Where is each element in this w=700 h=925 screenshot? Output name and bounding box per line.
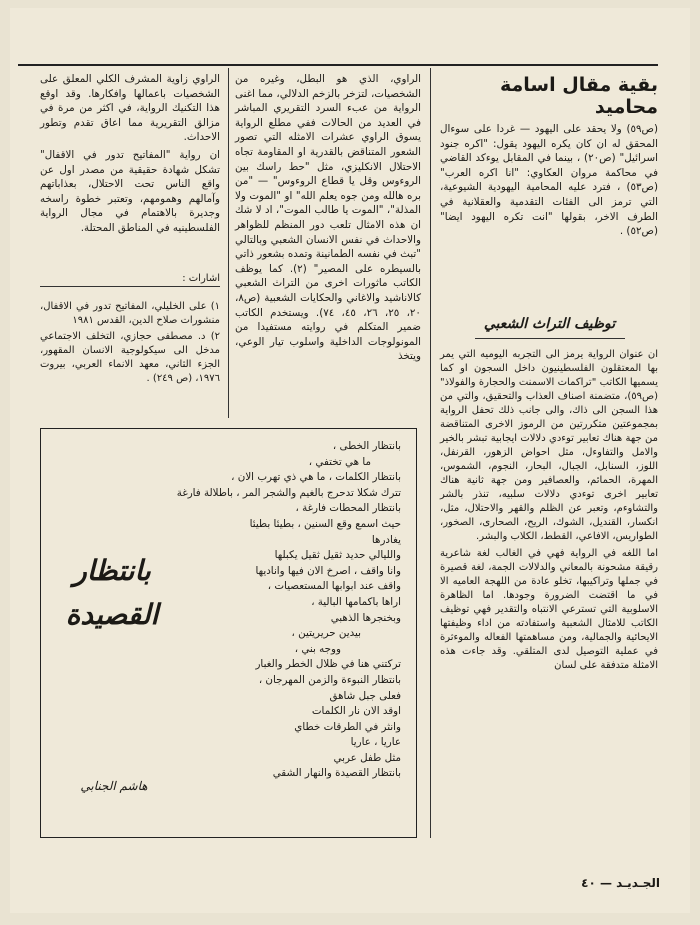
right-column-divider (430, 68, 431, 838)
poem-line: يغادرها (371, 533, 401, 546)
left-column (40, 72, 220, 239)
section-title: توظيف التراث الشعبي (483, 316, 616, 332)
references-block (40, 272, 220, 388)
right-column-top (440, 122, 658, 242)
references-heading: اشارات : (182, 273, 220, 284)
middle-column (235, 72, 421, 367)
top-rule (18, 64, 658, 66)
poem-line: عاريا ، عاريا (350, 736, 401, 749)
poem-line: فعلى جبل شاهق (329, 689, 401, 702)
right-paragraph-2: اما اللغه في الرواية فهي في الغالب لغة شاعرية رقيقة مشحونة بالمعاني والدلالات الجمة، لغة قصيرة في جملها وتراكيبها، تخلو عادة من اللهجة العاميه الا في ما اقتضت الضرورة وجودها. اما الظاهرة الاسلوبية التي تسترعي الانتباه والتقدير فهي توظيف الكاتب للامثال الشعبية واستفادته من اداء وظيفتها الايحائية والجمالية، ومن مساهمتها الفعاله والموءثرة في عملية التوصيل لدى المتلقي. وقد جاءت هذه الامثلة متدفقة على لسان (440, 548, 658, 671)
poem-line: اوقد الان نار الكلمات (311, 705, 401, 718)
poem-line: بانتظار الكلمات ، ما هي ذي تهرب الان ، (231, 471, 401, 484)
poem-title: بانتظار القصيدة (65, 554, 159, 631)
poem-line: بيدين حريريتين ، (291, 627, 361, 640)
poem-line: بانتظار القصيدة والنهار الشقي (272, 767, 401, 780)
reference-item: ١) على الخليلي، المفاتيح تدور في الاقفال، منشورات صلاح الدين، القدس ١٩٨١ (40, 301, 220, 326)
section-underline (475, 338, 625, 339)
right-column-bottom (440, 348, 658, 676)
poem-line: بانتظار النبوءة والزمن المهرجان ، (258, 673, 401, 686)
middle-paragraph: الراوي، الذي هو البطل، وغيره من الشخصيات، لتزخر بالزخم الدلالي، مما اغنى الرواية من عبء السرد التقريري المباشر في العديد من الحالات ففي مطلع الرواية يسوق الراوي عشرات الامثله التي تصور الشعور المتناقض بالقدرية او المقاومة تجاه الاحتلال الانكليزي، مثل "حط راسك بين الروءوس وقل يا قطاع الروءوس" — "من بره هالله ومن جوه يعلم الله" او "الموت ولا المذلة"، "الموت يا طالب الموت"، اد لا شك ان هذه الامثال تلعب دور المنظم للظواهر والاحداث في نفس الانسان الشعبي وبالتالي "تبث في نفسه الطمانينة وتمده بشعور ذاتي بالسيطره على المصير" (٢). كما يوظف الكاتب ماثورات اخرى من التراث الشعبي كالاناشيد والاغاني والحكايات الشعبية (ص٨، ٢٠، ٢٥، ٢٦، ٤٥، ٧٤). ويستخدم الكاتب ضمير المتكلم في روايته مستفيدا من المونولوجات الداخلية واسلوب تيار الوعي، ويتخذ (235, 73, 421, 363)
poem-line: وانا واقف ، اصرخ الان فيها واناديها (255, 564, 401, 577)
poet-name: هاشم الجنابي (80, 779, 148, 793)
poem-line: ووجه بني ، (294, 642, 341, 655)
poem-line: وبخنجرها الذهبي (330, 611, 401, 624)
poem-text (176, 439, 401, 782)
poem-line: بانتظار المحطات فارغة ، (295, 502, 401, 515)
poem-line: حيث اسمع وقع السنين ، بطيئا بطيئا (249, 517, 401, 530)
right-paragraph-1: ان عنوان الرواية يرمز الى التجربه اليوميه التي يمر بها المعتقلون الفلسطينيون داخل السجون او كما يسميها الكاتب "تراكمات الاسمنت والحجارة والفولاذ" (ص٥٩)، متضمنة اصناف العذاب والتحقيق، والتي من هذا السجن الى ذاك، والى جانب ذلك تحفل الرواية بمجموعتين متكررتين من الرموز الاخرى المتناقضة من جهة هناك تعابير توءدي دلالات ايجابية تبشر بالخير والامل والتفاوءل، مثل احواض الزهور، القرنفل، اللوز، السنابل، الجبال، البحار، النجوم، الشموس، المهرة، الحمائم، والعصافير ومن جهة ثانية هناك تعابير اخرى توءدي دلالات سلبيه، تنذر بالشر والتشاوءم، وتعبر عن الظلم والقهر والاحتلال، مثل، انكسار، القنديل، الشوك، الريح، الصحارى، الصخور، الطواريس، الافاعي، القطط، الكلاب والبشر. (440, 349, 658, 542)
middle-column-divider (228, 68, 229, 418)
poem-line: ما هي تختفي ، (308, 455, 371, 468)
poem-line: مثل طفل عربي (333, 751, 401, 764)
poem-line: تترك شكلا تدحرج بالغيم والشجر المر ، باطلالة فارغة (176, 486, 401, 499)
poem-line: تركتني هنا في ظلال الخطر والغبار (255, 658, 401, 671)
left-paragraph-1: الراوي زاوية المشرف الكلي المعلق على الشخصيات باعمالها وافكارها. وقد اوقع هذا التكنيك الرواية، في اكثر من مرة في مزالق التقريرية مما اعاق تقدم وتطور الاحداث. (40, 73, 220, 144)
poem-line: بانتظار الخطى ، (332, 440, 401, 452)
poem-line: واقف عند ابوابها المستعصيات ، (267, 580, 401, 593)
poem-box (40, 428, 417, 838)
poem-line: وانثر في الطرقات خطاي (294, 720, 401, 733)
page-footer: الجـديـد — ٤٠ (581, 876, 660, 890)
left-paragraph-2: ان رواية "المفاتيح تدور في الاقفال" تشكل شهادة حقيقية من مصدر اول عن واقع الناس تحت الاحتلال، بعذاباتهم وآمالهم وهمومهم، وتعتبر خطوة راسخه وجديرة بالاهتمام في مجال الرواية الفلسطينيه في المناطق المحتلة. (40, 148, 220, 234)
article-headline: بقية مقال اسامة محاميد (500, 74, 658, 118)
poem-line: والليالي حديد ثقيل ثقيل يكبلها (274, 549, 401, 562)
reference-item: ٢) د. مصطفى حجازي، التخلف الاجتماعي مدخل الى سيكولوجية الانسان المقهور، الجزء الثاني، معهد الانماء العربي، بيروت ١٩٧٦، (ص ٢٤٩) . (40, 331, 220, 384)
poem-line: اراها باكمامها البالية ، (311, 595, 401, 608)
right-top-paragraph: (ص٥٩) ولا يحقد على اليهود — غردا على سوءال المحقق له ان كان يكره اليهود يقول: "اكره جنود اسرائيل" (ص٢٠) ، بينما في المقابل يوءكد القاضي في محاكمة مروان العكاوي: "انا اكره العرب" (ص٥٣) ، فترد عليه المحامية اليهودية الشيوعية، التي ترمز الى الفئات التقدمية والعقلانية في الطرف الاخر، بقولها "انت تكره اليهود ايضا" (ص٥٢) . (440, 123, 658, 238)
